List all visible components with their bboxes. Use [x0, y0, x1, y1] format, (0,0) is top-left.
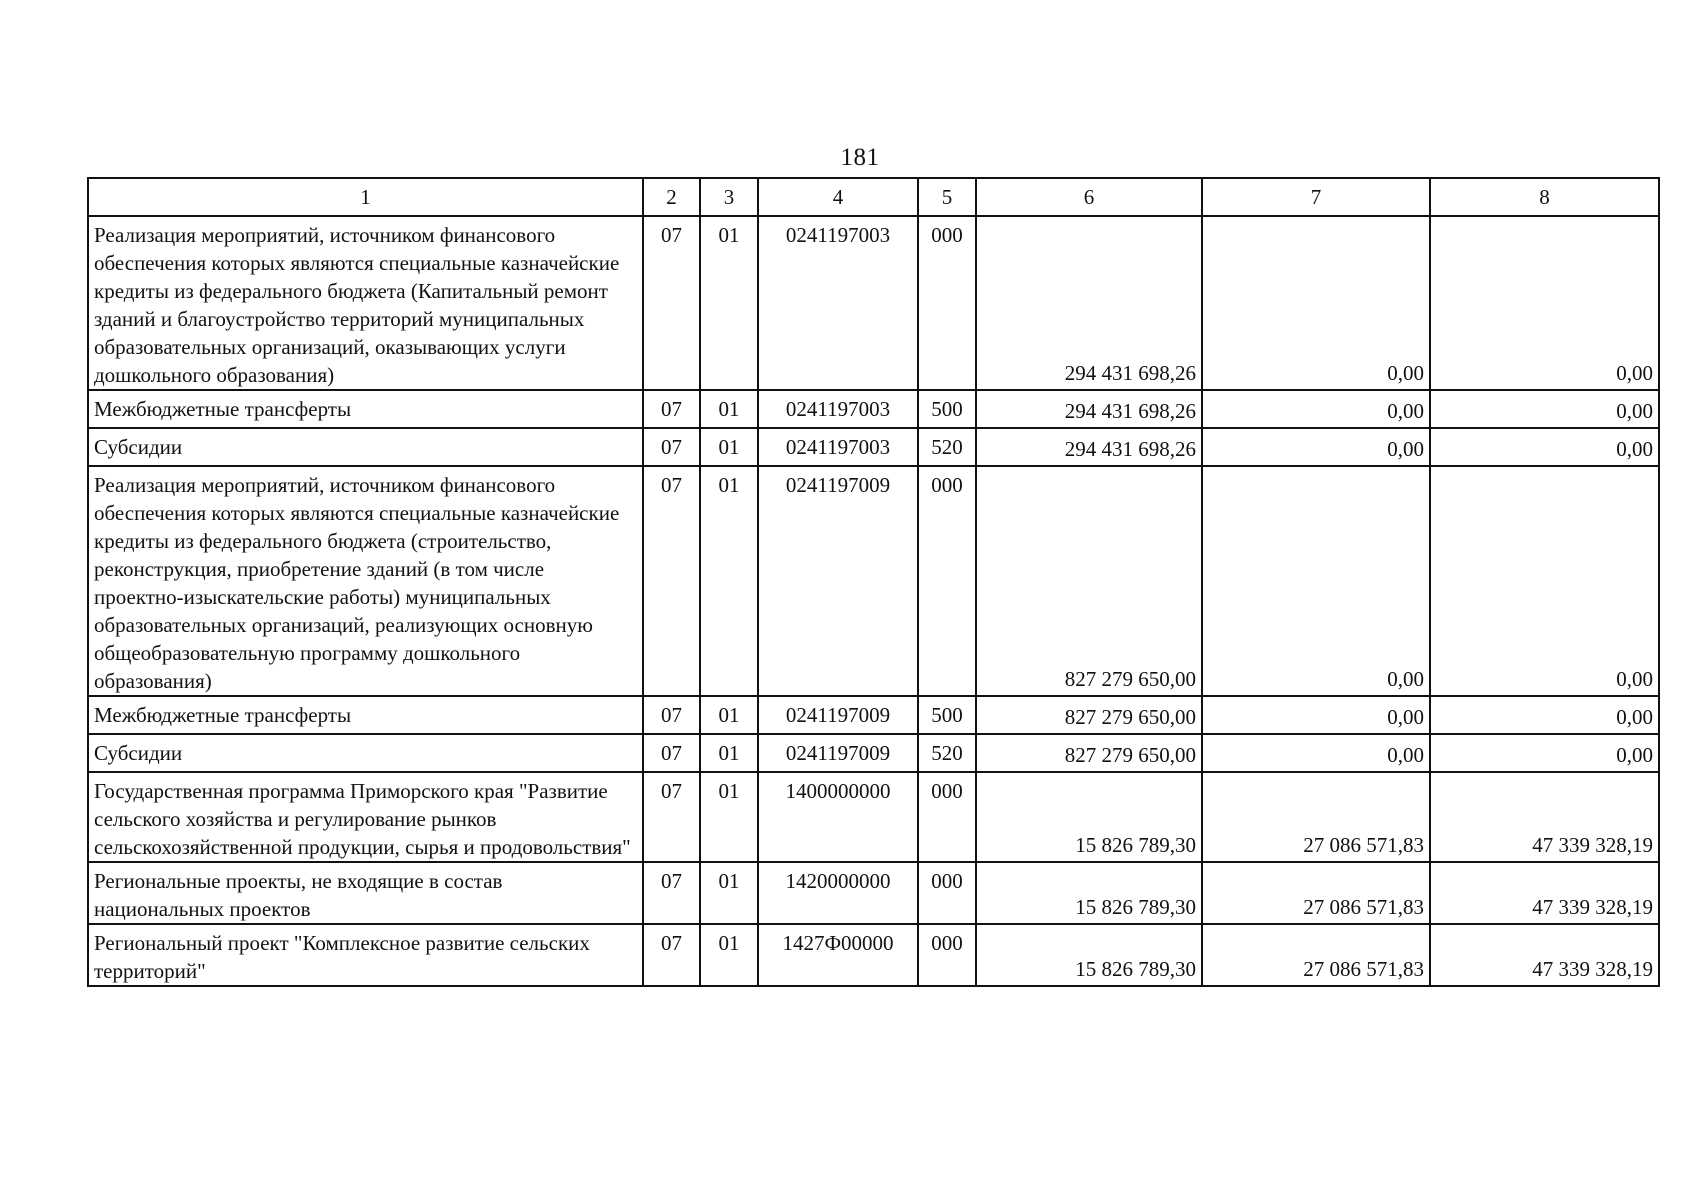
amount-column-7: 27 086 571,83 [1202, 862, 1430, 924]
column-header: 8 [1430, 178, 1659, 216]
amount-column-8: 0,00 [1430, 466, 1659, 696]
table-row [88, 390, 1659, 428]
target-item-code: 1420000000 [758, 862, 918, 924]
subsection-code: 01 [700, 772, 758, 862]
amount-column-6: 827 279 650,00 [976, 696, 1202, 734]
subsection-code: 01 [700, 390, 758, 428]
table-row [88, 216, 1659, 390]
row-name: Государственная программа Приморского края "Развитие сельского хозяйства и регулирование рынков сельскохозяйственной продукции, сырья и продовольствия" [88, 772, 643, 862]
amount-column-7: 0,00 [1202, 466, 1430, 696]
subsection-code: 01 [700, 216, 758, 390]
target-item-code: 1400000000 [758, 772, 918, 862]
expense-type-code: 000 [918, 924, 976, 986]
amount-column-8: 47 339 328,19 [1430, 772, 1659, 862]
amount-column-6: 15 826 789,30 [976, 772, 1202, 862]
column-header: 7 [1202, 178, 1430, 216]
expense-type-code: 500 [918, 390, 976, 428]
section-code: 07 [643, 862, 700, 924]
section-code: 07 [643, 734, 700, 772]
section-code: 07 [643, 216, 700, 390]
column-header: 4 [758, 178, 918, 216]
amount-column-7: 27 086 571,83 [1202, 924, 1430, 986]
section-code: 07 [643, 772, 700, 862]
amount-column-7: 0,00 [1202, 390, 1430, 428]
expense-type-code: 000 [918, 216, 976, 390]
section-code: 07 [643, 466, 700, 696]
expense-type-code: 520 [918, 734, 976, 772]
amount-column-6: 827 279 650,00 [976, 734, 1202, 772]
subsection-code: 01 [700, 428, 758, 466]
amount-column-6: 15 826 789,30 [976, 862, 1202, 924]
expense-type-code: 500 [918, 696, 976, 734]
amount-column-6: 294 431 698,26 [976, 428, 1202, 466]
amount-column-6: 294 431 698,26 [976, 390, 1202, 428]
section-code: 07 [643, 924, 700, 986]
expense-type-code: 000 [918, 772, 976, 862]
column-header: 1 [88, 178, 643, 216]
row-name: Субсидии [88, 734, 643, 772]
target-item-code: 0241197009 [758, 466, 918, 696]
row-name: Реализация мероприятий, источником финансового обеспечения которых являются специальные казначейские кредиты из федерального бюджета (Капитальный ремонт зданий и благоустройство территорий муниципальных образовательных организаций, оказывающих услуги дошкольного образования) [88, 216, 643, 390]
subsection-code: 01 [700, 696, 758, 734]
amount-column-7: 0,00 [1202, 428, 1430, 466]
amount-column-8: 47 339 328,19 [1430, 862, 1659, 924]
table-row [88, 734, 1659, 772]
table-row [88, 772, 1659, 862]
amount-column-8: 0,00 [1430, 216, 1659, 390]
section-code: 07 [643, 390, 700, 428]
row-name: Региональные проекты, не входящие в состав национальных проектов [88, 862, 643, 924]
target-item-code: 0241197003 [758, 216, 918, 390]
table-header-row [88, 178, 1659, 216]
table-row [88, 862, 1659, 924]
row-name: Субсидии [88, 428, 643, 466]
target-item-code: 0241197009 [758, 734, 918, 772]
table-row [88, 466, 1659, 696]
section-code: 07 [643, 428, 700, 466]
budget-table [87, 177, 1660, 987]
subsection-code: 01 [700, 466, 758, 696]
expense-type-code: 000 [918, 466, 976, 696]
target-item-code: 0241197009 [758, 696, 918, 734]
column-header: 3 [700, 178, 758, 216]
amount-column-8: 0,00 [1430, 696, 1659, 734]
column-header: 2 [643, 178, 700, 216]
section-code: 07 [643, 696, 700, 734]
column-header: 6 [976, 178, 1202, 216]
subsection-code: 01 [700, 734, 758, 772]
row-name: Региональный проект "Комплексное развитие сельских территорий" [88, 924, 643, 986]
amount-column-7: 0,00 [1202, 696, 1430, 734]
amount-column-7: 27 086 571,83 [1202, 772, 1430, 862]
amount-column-8: 0,00 [1430, 390, 1659, 428]
target-item-code: 0241197003 [758, 428, 918, 466]
table-row [88, 924, 1659, 986]
amount-column-8: 47 339 328,19 [1430, 924, 1659, 986]
table-row [88, 428, 1659, 466]
row-name: Межбюджетные трансферты [88, 390, 643, 428]
expense-type-code: 520 [918, 428, 976, 466]
row-name: Реализация мероприятий, источником финансового обеспечения которых являются специальные казначейские кредиты из федерального бюджета (строительство, реконструкция, приобретение зданий (в том числе проектно-изыскательские работы) муниципальных образовательных организаций, реализующих основную общеобразовательную программу дошкольного образования) [88, 466, 643, 696]
target-item-code: 1427Ф00000 [758, 924, 918, 986]
table-row [88, 696, 1659, 734]
amount-column-6: 15 826 789,30 [976, 924, 1202, 986]
subsection-code: 01 [700, 924, 758, 986]
page-number: 181 [840, 144, 880, 171]
amount-column-8: 0,00 [1430, 734, 1659, 772]
row-name: Межбюджетные трансферты [88, 696, 643, 734]
expense-type-code: 000 [918, 862, 976, 924]
amount-column-8: 0,00 [1430, 428, 1659, 466]
subsection-code: 01 [700, 862, 758, 924]
amount-column-6: 294 431 698,26 [976, 216, 1202, 390]
target-item-code: 0241197003 [758, 390, 918, 428]
amount-column-7: 0,00 [1202, 216, 1430, 390]
column-header: 5 [918, 178, 976, 216]
amount-column-6: 827 279 650,00 [976, 466, 1202, 696]
amount-column-7: 0,00 [1202, 734, 1430, 772]
